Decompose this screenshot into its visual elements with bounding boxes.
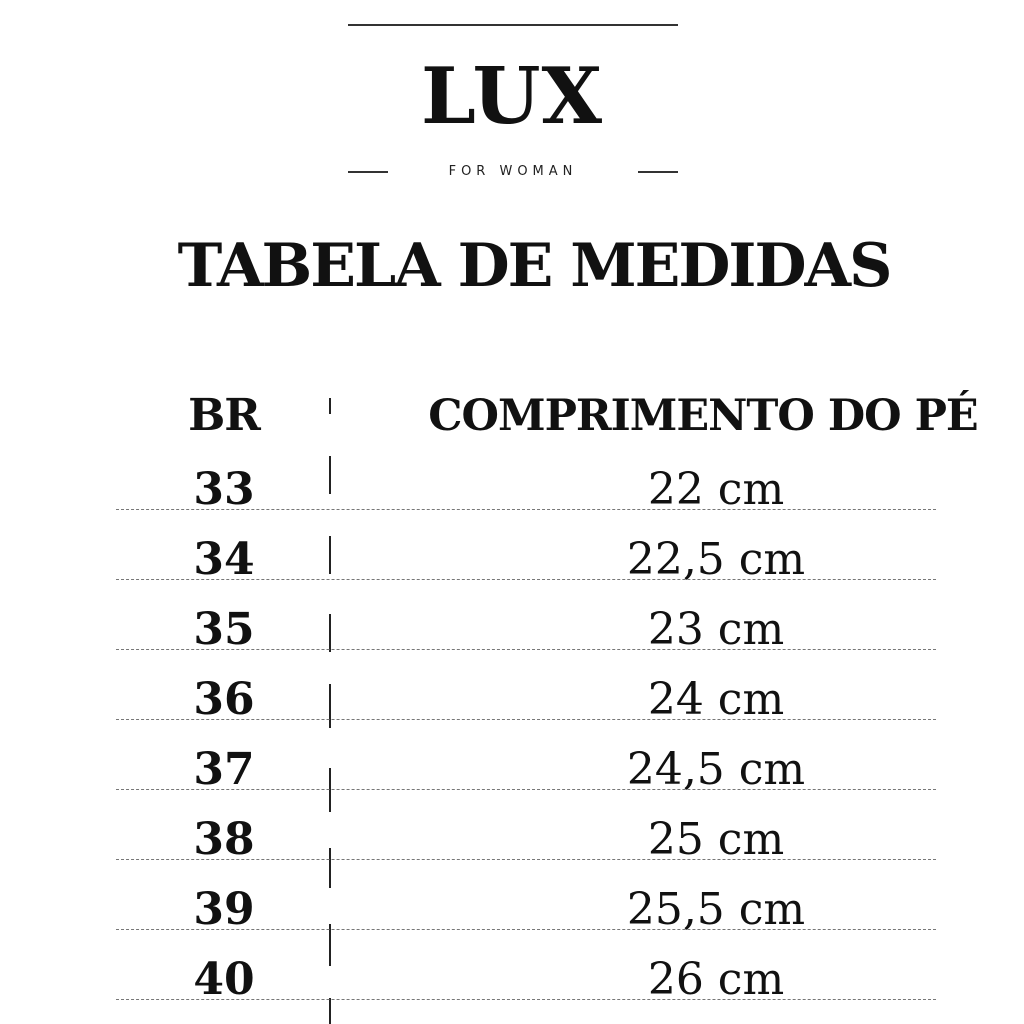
length-cell: 22 cm (647, 464, 785, 515)
column-header-length: COMPRIMENTO DO PÉ (428, 391, 978, 441)
logo-tagline: FOR WOMAN (448, 164, 578, 179)
table-row (116, 882, 936, 952)
table-row (116, 532, 936, 602)
logo-top-rule (348, 24, 678, 26)
size-cell: 37 (193, 744, 255, 795)
size-cell: 38 (193, 814, 255, 865)
row-separator (116, 579, 936, 580)
size-cell: 40 (193, 954, 255, 1005)
size-cell: 39 (193, 884, 255, 935)
table-row (116, 812, 936, 882)
size-cell: 36 (193, 674, 255, 725)
length-cell: 25,5 cm (626, 884, 806, 935)
logo-wordmark: LUX (420, 51, 604, 142)
length-cell: 25 cm (647, 814, 785, 865)
row-separator (116, 999, 936, 1000)
length-cell: 23 cm (647, 604, 785, 655)
size-cell: 35 (193, 604, 255, 655)
row-separator (116, 509, 936, 510)
length-cell: 24,5 cm (626, 744, 806, 795)
column-divider-segment (329, 398, 331, 414)
table-row (116, 952, 936, 1022)
row-separator (116, 649, 936, 650)
length-cell: 24 cm (647, 674, 785, 725)
size-cell: 34 (193, 534, 255, 585)
logo-tagline-row (348, 162, 678, 182)
row-separator (116, 719, 936, 720)
row-separator (116, 789, 936, 790)
page-title: TABELA DE MEDIDAS (177, 231, 891, 301)
length-cell: 22,5 cm (626, 534, 806, 585)
table-row (116, 602, 936, 672)
table-row (116, 672, 936, 742)
row-separator (116, 859, 936, 860)
column-header-size: BR (188, 390, 260, 441)
logo-tagline-right-rule (638, 171, 678, 173)
table-row (116, 742, 936, 812)
length-cell: 26 cm (647, 954, 785, 1005)
table-row (116, 462, 936, 532)
size-cell: 33 (193, 464, 255, 515)
row-separator (116, 929, 936, 930)
